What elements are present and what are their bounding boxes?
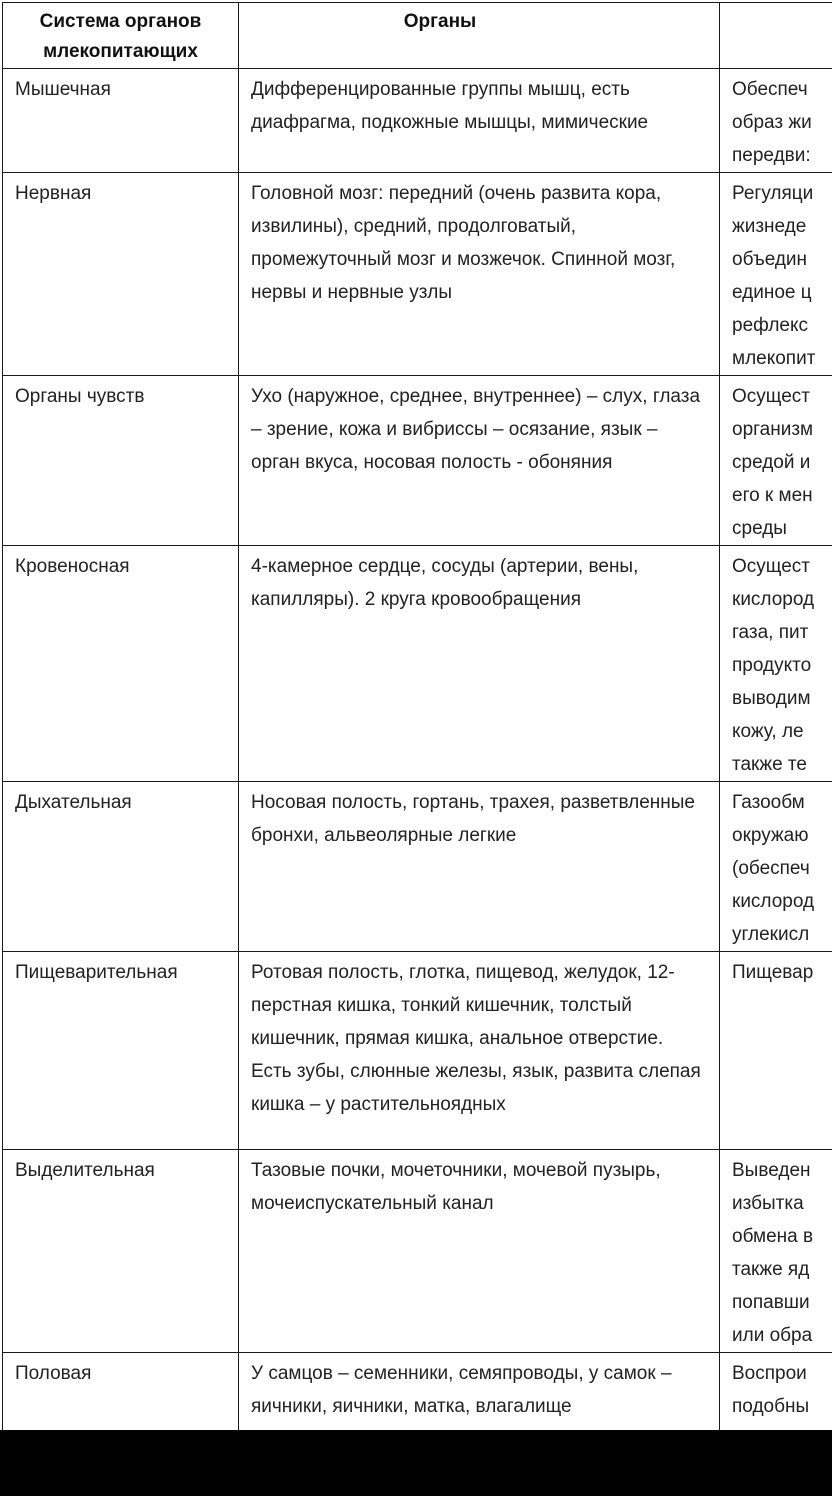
table-row <box>3 173 832 376</box>
function-line: Обеспеч <box>732 79 808 100</box>
function-line: организм <box>732 419 814 440</box>
function-line: Воспрои <box>732 1363 807 1384</box>
function-line: подобны <box>732 1396 810 1417</box>
function-line: среды <box>732 518 787 539</box>
header-system: Система органов млекопитающих <box>3 3 239 69</box>
function-line: рефлекс <box>732 315 809 336</box>
function-cell <box>720 546 832 782</box>
header-organs: Органы <box>239 3 720 69</box>
function-line: выводим <box>732 688 811 709</box>
organs-cell: Ротовая полость, глотка, пищевод, желудок, 12-перстная кишка, тонкий кишечник, толстый кишечник, прямая кишка, анальное отверстие. Есть зубы, слюнные железы, язык, развита слепая кишка – у растительноядных <box>239 952 720 1150</box>
organs-cell: Носовая полость, гортань, трахея, разветвленные бронхи, альвеолярные легкие <box>239 782 720 952</box>
organs-cell: Тазовые почки, мочеточники, мочевой пузырь, мочеиспускательный канал <box>239 1150 720 1353</box>
function-cell <box>720 376 832 546</box>
table-row <box>3 952 832 1150</box>
table-row <box>3 1150 832 1353</box>
function-line: углекисл <box>732 924 810 945</box>
function-line: газа, пит <box>732 622 809 643</box>
function-line: передви: <box>732 145 811 166</box>
black-bottom-band <box>0 1430 832 1496</box>
system-cell: Органы чувств <box>3 376 239 546</box>
function-cell <box>720 1353 832 1431</box>
organs-cell: У самцов – семенники, семяпроводы, у самок – яичники, яичники, матка, влагалище <box>239 1353 720 1431</box>
function-line: попавши <box>732 1292 810 1313</box>
function-line: Пищевар <box>732 962 814 983</box>
mammal-organ-systems-table <box>2 2 832 1430</box>
function-line: (обеспеч <box>732 858 810 879</box>
table-row <box>3 546 832 782</box>
table-row <box>3 69 832 173</box>
function-line: Выведен <box>732 1160 811 1181</box>
organs-cell: Дифференцированные группы мышц, есть диафрагма, подкожные мышцы, мимические <box>239 69 720 173</box>
header-row <box>3 3 832 69</box>
function-line: Регуляци <box>732 183 814 204</box>
system-cell: Мышечная <box>3 69 239 173</box>
function-line: Осущест <box>732 556 810 577</box>
function-line: продукто <box>732 655 812 676</box>
function-line: также те <box>732 754 807 775</box>
header-function <box>720 3 832 69</box>
function-line: его к мен <box>732 485 813 506</box>
function-line: кожу, ле <box>732 721 804 742</box>
function-line: образ жи <box>732 112 812 133</box>
function-line: избытка <box>732 1193 804 1214</box>
function-line: обмена в <box>732 1226 814 1247</box>
function-line: Газообм <box>732 792 805 813</box>
function-line: объедин <box>732 249 808 270</box>
function-line: кислород <box>732 891 815 912</box>
function-line: средой и <box>732 452 811 473</box>
function-cell <box>720 69 832 173</box>
function-cell <box>720 952 832 1150</box>
system-cell: Дыхательная <box>3 782 239 952</box>
system-cell: Нервная <box>3 173 239 376</box>
function-cell <box>720 1150 832 1353</box>
organs-cell: Головной мозг: передний (очень развита кора, извилины), средний, продолговатый, промежуточный мозг и мозжечок. Спинной мозг, нервы и нервные узлы <box>239 173 720 376</box>
function-line: жизнеде <box>732 216 807 237</box>
function-line: Осущест <box>732 386 810 407</box>
system-cell: Пищеварительная <box>3 952 239 1150</box>
system-cell: Половая <box>3 1353 239 1431</box>
function-cell <box>720 782 832 952</box>
organs-cell: 4-камерное сердце, сосуды (артерии, вены, капилляры). 2 круга кровообращения <box>239 546 720 782</box>
table-row <box>3 782 832 952</box>
function-line: также яд <box>732 1259 810 1280</box>
function-line: кислород <box>732 589 815 610</box>
function-line: единое ц <box>732 282 812 303</box>
organs-cell: Ухо (наружное, среднее, внутреннее) – слух, глаза – зрение, кожа и вибриссы – осязание, язык – орган вкуса, носовая полость - обоняния <box>239 376 720 546</box>
table-row <box>3 376 832 546</box>
function-line: млекопит <box>732 348 816 369</box>
function-line: окружаю <box>732 825 809 846</box>
function-line: или обра <box>732 1325 813 1346</box>
system-cell: Кровеносная <box>3 546 239 782</box>
table-row <box>3 1353 832 1431</box>
system-cell: Выделительная <box>3 1150 239 1353</box>
function-cell <box>720 173 832 376</box>
